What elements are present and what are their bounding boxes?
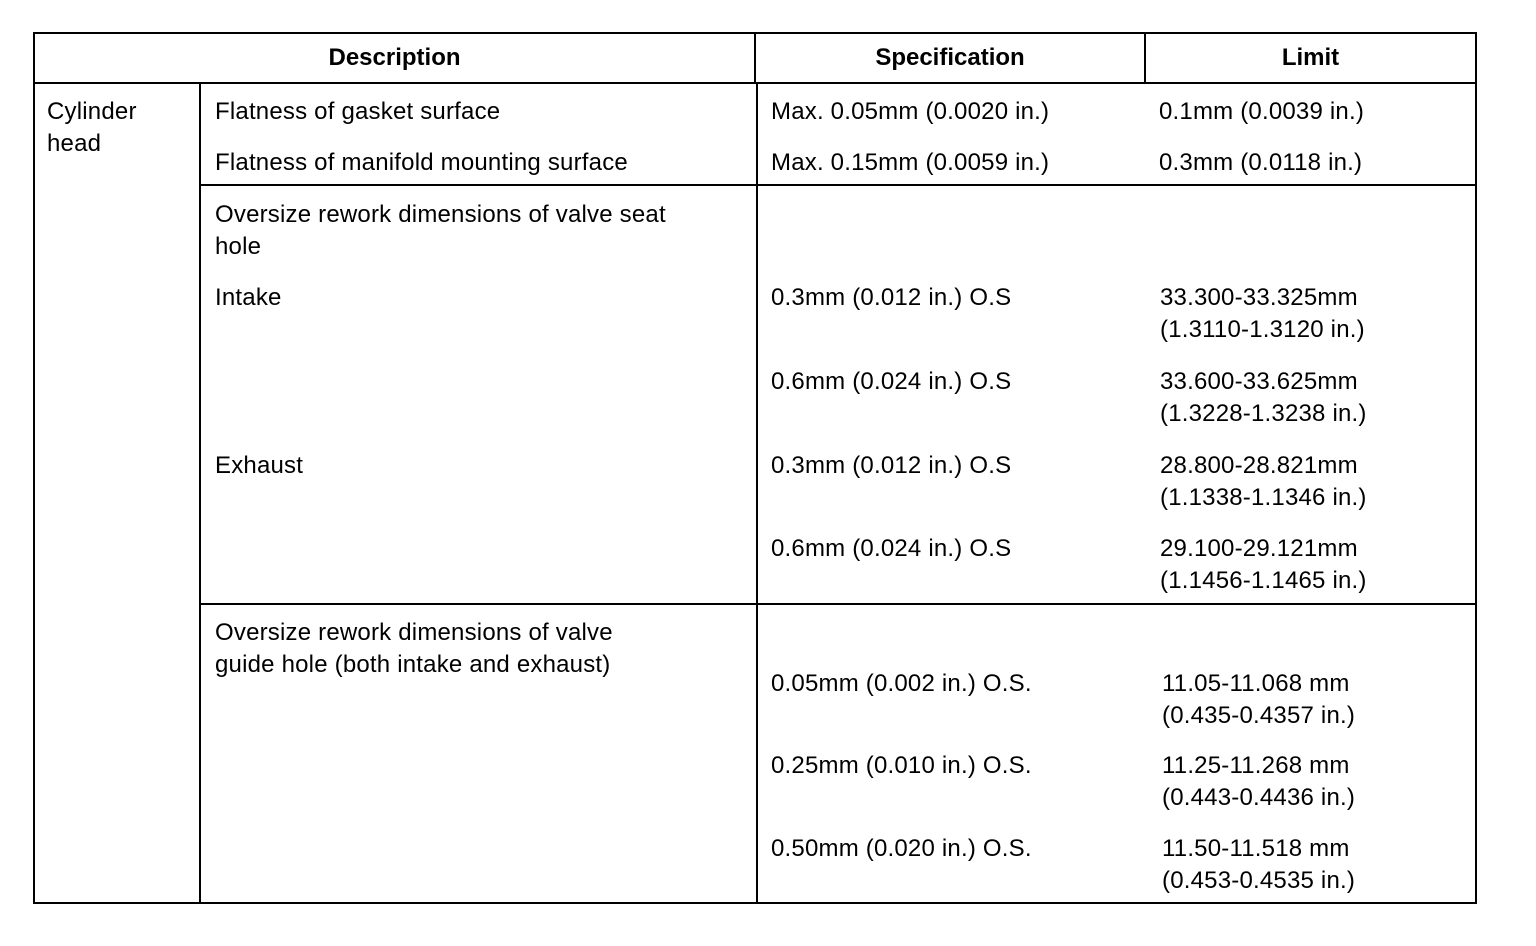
header-description: Description	[328, 44, 461, 71]
col-divider-desc-spec	[756, 82, 758, 904]
valve-guide-limit-line1: 11.05-11.068 mm	[1162, 670, 1350, 697]
valve-seat-spec: 0.6mm (0.024 in.) O.S	[771, 368, 1012, 395]
gasket-limit: 0.1mm (0.0039 in.)	[1159, 98, 1365, 125]
group-divider	[199, 82, 201, 904]
valve-seat-limit-line1: 29.100-29.121mm	[1160, 535, 1358, 562]
valve-guide-limit-line2: (0.453-0.4535 in.)	[1162, 867, 1356, 894]
valve-guide-limit-line1: 11.25-11.268 mm	[1162, 752, 1350, 779]
valve-seat-spec: 0.3mm (0.012 in.) O.S	[771, 452, 1012, 479]
valve-seat-spec: 0.3mm (0.012 in.) O.S	[771, 284, 1012, 311]
gasket-description: Flatness of gasket surface	[215, 98, 501, 125]
manifold-specification: Max. 0.15mm (0.0059 in.)	[771, 149, 1050, 176]
manifold-description: Flatness of manifold mounting surface	[215, 149, 628, 176]
valve-guide-spec: 0.25mm (0.010 in.) O.S.	[771, 752, 1032, 779]
manifold-limit: 0.3mm (0.0118 in.)	[1159, 149, 1363, 176]
section-divider-1	[199, 184, 1477, 186]
valve-seat-limit-line1: 28.800-28.821mm	[1160, 452, 1358, 479]
valve-seat-intake-label: Intake	[215, 284, 282, 311]
gasket-specification: Max. 0.05mm (0.0020 in.)	[771, 98, 1050, 125]
valve-seat-exhaust-label: Exhaust	[215, 452, 304, 479]
valve-guide-spec: 0.05mm (0.002 in.) O.S.	[771, 670, 1032, 697]
group-label-line1: Cylinder	[47, 98, 137, 125]
valve-seat-spec: 0.6mm (0.024 in.) O.S	[771, 535, 1012, 562]
valve-seat-limit-line2: (1.3110-1.3120 in.)	[1160, 316, 1365, 343]
valve-guide-limit-line1: 11.50-11.518 mm	[1162, 835, 1350, 862]
header-limit: Limit	[1281, 44, 1340, 71]
valve-guide-limit-line2: (0.443-0.4436 in.)	[1162, 784, 1356, 811]
valve-guide-limit-line2: (0.435-0.4357 in.)	[1162, 702, 1356, 729]
valve-seat-limit-line1: 33.600-33.625mm	[1160, 368, 1358, 395]
valve-seat-description-line1: Oversize rework dimensions of valve seat	[215, 201, 666, 228]
header-specification: Specification	[875, 44, 1025, 71]
section-divider-2	[199, 603, 1477, 605]
valve-guide-description-line2: guide hole (both intake and exhaust)	[215, 651, 611, 678]
valve-seat-description-line2: hole	[215, 233, 262, 260]
valve-guide-description-line1: Oversize rework dimensions of valve	[215, 619, 613, 646]
valve-seat-limit-line2: (1.1456-1.1465 in.)	[1160, 567, 1367, 594]
valve-guide-spec: 0.50mm (0.020 in.) O.S.	[771, 835, 1032, 862]
valve-seat-limit-line2: (1.3228-1.3238 in.)	[1160, 400, 1367, 427]
valve-seat-limit-line2: (1.1338-1.1346 in.)	[1160, 484, 1367, 511]
group-label-line2: head	[47, 130, 102, 157]
valve-seat-limit-line1: 33.300-33.325mm	[1160, 284, 1358, 311]
